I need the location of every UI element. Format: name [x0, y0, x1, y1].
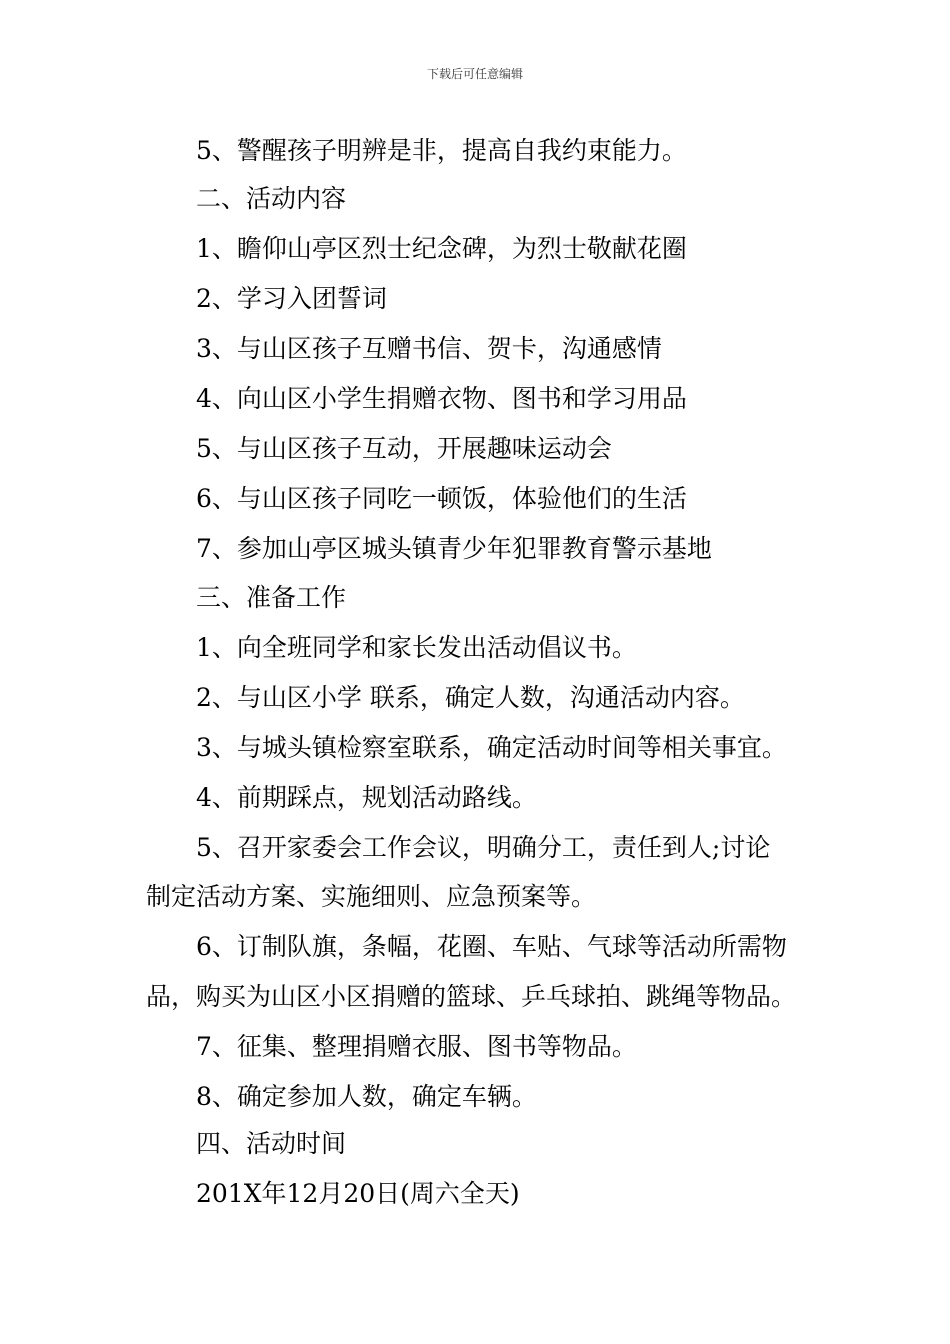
text-line: 2、与山区小学 联系，确定人数，沟通活动内容。 [196, 683, 745, 712]
text-line: 6、与山区孩子同吃一顿饭，体验他们的生活 [196, 484, 687, 513]
text-line: 1、瞻仰山亭区烈士纪念碑，为烈士敬献花圈 [196, 234, 687, 263]
text-line: 7、征集、整理捐赠衣服、图书等物品。 [196, 1032, 637, 1061]
text-line: 5、召开家委会工作会议，明确分工，责任到人;讨论 [196, 833, 771, 862]
text-line: 2、学习入团誓词 [196, 284, 387, 313]
text-line-continued: 制定活动方案、实施细则、应急预案等。 [146, 882, 597, 911]
text-line: 4、向山区小学生捐赠衣物、图书和学习用品 [196, 384, 687, 413]
text-line: 3、与城头镇检察室联系，确定活动时间等相关事宜。 [196, 733, 787, 762]
text-line: 4、前期踩点，规划活动路线。 [196, 783, 537, 812]
text-line: 6、订制队旗，条幅，花圈、车贴、气球等活动所需物 [196, 932, 787, 961]
page-header: 下载后可任意编辑 [426, 67, 523, 81]
section-heading: 四、活动时间 [196, 1129, 347, 1158]
section-heading: 二、活动内容 [196, 184, 347, 213]
text-line: 1、向全班同学和家长发出活动倡议书。 [196, 633, 637, 662]
text-line: 3、与山区孩子互赠书信、贺卡，沟通感情 [196, 334, 662, 363]
date-line: 201X年12月20日(周六全天) [196, 1179, 520, 1208]
text-line: 8、确定参加人数，确定车辆。 [196, 1082, 537, 1111]
section-heading: 三、准备工作 [196, 583, 347, 612]
text-line: 5、与山区孩子互动，开展趣味运动会 [196, 434, 612, 463]
text-line: 7、参加山亭区城头镇青少年犯罪教育警示基地 [196, 534, 712, 563]
text-line: 5、警醒孩子明辨是非，提高自我约束能力。 [196, 136, 687, 165]
text-line-continued: 品，购买为山区小区捐赠的篮球、乒乓球拍、跳绳等物品。 [146, 982, 797, 1011]
